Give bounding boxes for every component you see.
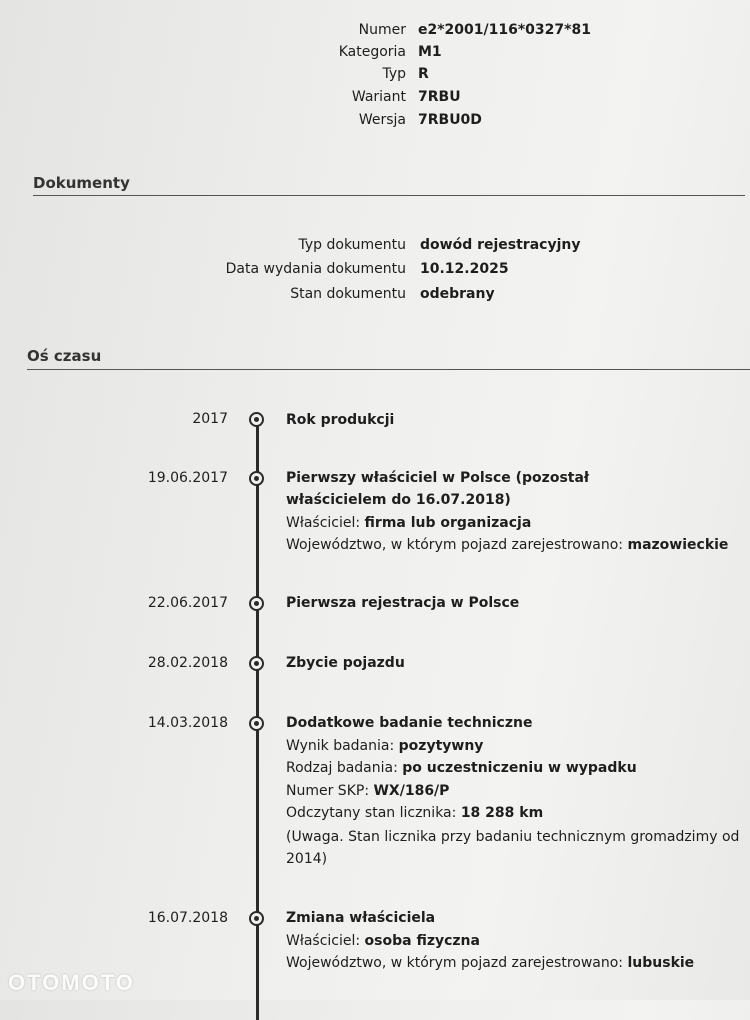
event-detail: Właściciel: osoba fizyczna xyxy=(286,933,480,949)
event-title: Zbycie pojazdu xyxy=(286,655,405,671)
documents-section-title: Dokumenty xyxy=(33,174,130,192)
event-date: 19.06.2017 xyxy=(147,470,228,486)
doc-value-issue-date: 10.12.2025 xyxy=(420,261,509,277)
event-note: (Uwaga. Stan licznika przy badaniu technicznym gromadzimy od xyxy=(286,829,740,845)
info-label-numer: Numer xyxy=(358,22,406,38)
info-label-wariant: Wariant xyxy=(351,89,406,105)
info-label-typ: Typ xyxy=(382,66,406,82)
info-label-kategoria: Kategoria xyxy=(338,44,406,60)
timeline-dot-icon xyxy=(249,412,264,427)
doc-value-status: odebrany xyxy=(420,286,495,302)
event-title: Pierwsza rejestracja w Polsce xyxy=(286,595,520,611)
timeline-divider xyxy=(27,369,750,370)
event-date: 16.07.2018 xyxy=(147,910,228,926)
event-note: 2014) xyxy=(286,851,328,867)
event-title: Rok produkcji xyxy=(286,412,395,428)
timeline-section-title: Oś czasu xyxy=(27,347,102,365)
event-title: Pierwszy właściciel w Polsce (pozostał właścicielem do 16.07.2018) xyxy=(286,470,590,508)
otomoto-watermark-logo: OTOMOTO xyxy=(8,970,135,995)
timeline-dot-icon xyxy=(249,716,264,731)
doc-label-issue-date: Data wydania dokumentu xyxy=(225,261,406,277)
event-title: Zmiana właściciela xyxy=(286,910,436,926)
doc-label-status: Stan dokumentu xyxy=(290,286,406,302)
timeline-dot-icon xyxy=(249,911,264,926)
event-detail: Rodzaj badania: po uczestniczeniu w wypadku xyxy=(286,760,637,776)
documents-divider xyxy=(33,195,745,196)
event-date: 14.03.2018 xyxy=(147,715,228,731)
timeline-dot-icon xyxy=(249,656,264,671)
event-date: 2017 xyxy=(192,411,228,427)
info-value-wersja: 7RBU0D xyxy=(418,112,482,128)
event-date: 28.02.2018 xyxy=(147,655,228,671)
doc-value-type: dowód rejestracyjny xyxy=(420,237,581,253)
timeline-dot-icon xyxy=(249,596,264,611)
timeline-dot-icon xyxy=(249,471,264,486)
event-detail: Numer SKP: WX/186/P xyxy=(286,783,450,799)
event-detail: Odczytany stan licznika: 18 288 km xyxy=(286,805,544,821)
event-detail: Wynik badania: pozytywny xyxy=(286,738,484,754)
info-label-wersja: Wersja xyxy=(358,112,406,128)
info-value-wariant: 7RBU xyxy=(418,89,461,105)
info-value-kategoria: M1 xyxy=(418,44,442,60)
event-detail: Województwo, w którym pojazd zarejestrowano: lubuskie xyxy=(286,955,695,971)
event-detail: Województwo, w którym pojazd zarejestrowano: mazowieckie xyxy=(286,537,729,553)
event-date: 22.06.2017 xyxy=(147,595,228,611)
doc-label-type: Typ dokumentu xyxy=(298,237,406,253)
info-value-numer: e2*2001/116*0327*81 xyxy=(418,22,591,38)
info-value-typ: R xyxy=(418,66,429,82)
event-title: Dodatkowe badanie techniczne xyxy=(286,715,533,731)
event-detail: Właściciel: firma lub organizacja xyxy=(286,515,532,531)
